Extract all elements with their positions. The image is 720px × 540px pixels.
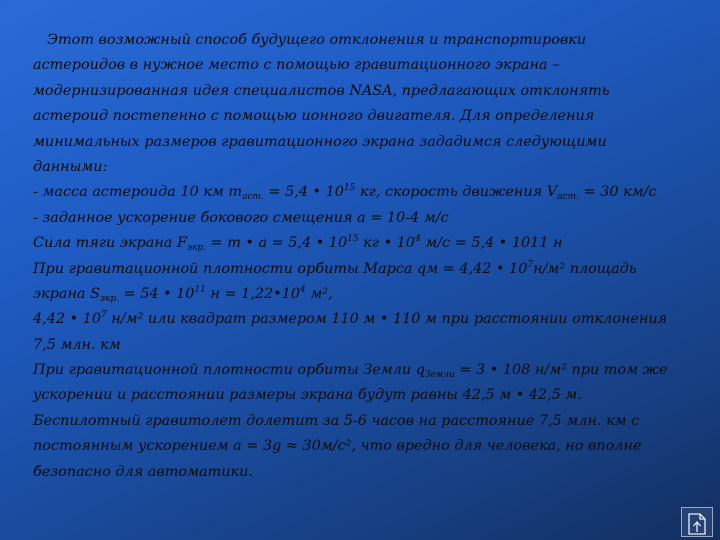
text-line-screen-area [33, 282, 698, 307]
text-run: При гравитационной плотности орбиты Марса qм = 4,42 • 10 [33, 260, 528, 277]
subscript: экр. [186, 243, 206, 254]
text-line: постоянным ускорением а = 3g ≈ 30м/с², что вредно для человека, но вполне [33, 438, 642, 455]
text-run: кг, скорость движения V [355, 184, 558, 201]
text-line: минимальных размеров гравитационного экрана зададимся следующими [33, 133, 607, 150]
text-line-square-size [33, 307, 698, 332]
subscript: Земли [424, 370, 455, 381]
subscript: аст. [242, 192, 264, 203]
superscript: 4 [414, 234, 421, 245]
text-run: = 3 • 108 н/м² при том же [454, 362, 668, 379]
text-run: При гравитационной плотности орбиты Земли q [33, 362, 425, 379]
text-line: модернизированная идея специалистов NASA, предлагающих отклонять [33, 82, 610, 99]
text-line: астероид постепенно с помощью ионного двигателя. Для определения [33, 108, 595, 125]
text-line-mars-density [33, 257, 698, 282]
superscript: 15 [343, 183, 356, 194]
text-run: = 30 км/с [578, 184, 657, 201]
text-run: = 5,4 • 10 [263, 184, 344, 201]
text-run: м², [305, 285, 333, 302]
text-run: Сила тяги экрана F [33, 235, 187, 252]
slide-body-text [33, 28, 698, 485]
text-run: м/с = 5,4 • 1011 н [420, 235, 563, 252]
text-line-thrust [33, 231, 698, 256]
superscript: 7 [101, 310, 107, 321]
text-line-earth-density [33, 358, 698, 383]
superscript: 11 [194, 284, 206, 295]
text-line-asteroid-mass [33, 180, 698, 205]
text-run: - масса астероида 10 км m [33, 184, 243, 201]
text-run: н/м² или квадрат размером 110 м • 110 м при расстоянии отклонения [106, 311, 668, 328]
superscript: 4 [300, 284, 306, 295]
page-nav-icon [684, 510, 710, 536]
text-run: н/м² площадь [533, 260, 637, 277]
superscript: 7 [527, 259, 534, 270]
text-line: ускорении и расстоянии размеры экрана будут равны 42,5 м • 42,5 м. [33, 387, 582, 404]
subscript: аст. [557, 192, 579, 203]
text-line: 7,5 млн. км [33, 336, 121, 353]
text-line: Этот возможный способ будущего отклонения и транспортировки [47, 32, 587, 48]
text-run: н = 1,22•10 [205, 285, 301, 302]
text-run: = m • a = 5,4 • 10 [206, 235, 348, 252]
text-line: данными: [33, 158, 108, 175]
text-line: Беспилотный гравитолет долетит за 5-6 часов на расстояние 7,5 млн. км с [33, 412, 640, 429]
text-line: астероидов в нужное место с помощью гравитационного экрана – [33, 57, 560, 74]
text-run: кг • 10 [358, 235, 415, 252]
text-run: 4,42 • 10 [33, 311, 101, 328]
text-line: безопасно для автоматики. [33, 463, 253, 480]
text-run: экрана S [33, 285, 100, 302]
text-run: = 54 • 10 [118, 285, 195, 302]
superscript: 15 [347, 234, 359, 245]
text-line: - заданное ускорение бокового смещения а = 10-4 м/с [33, 209, 449, 226]
page-nav-button[interactable] [681, 507, 713, 537]
subscript: экр. [99, 293, 119, 304]
